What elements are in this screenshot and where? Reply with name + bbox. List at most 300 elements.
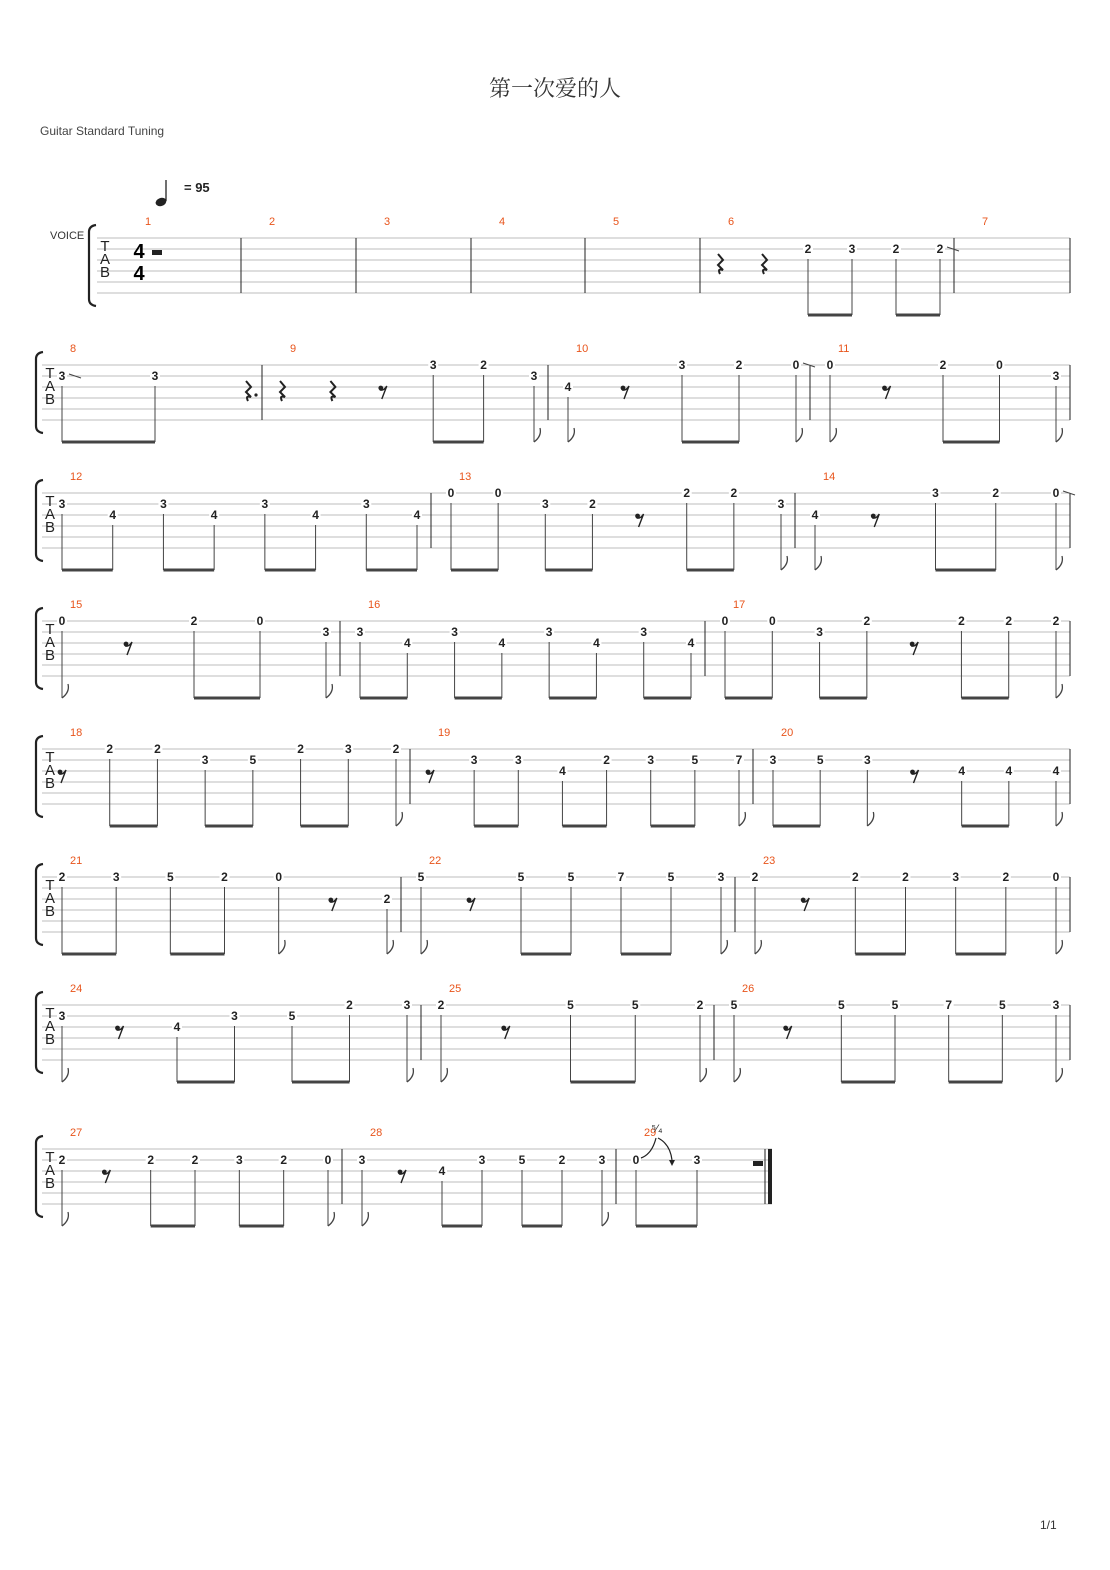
eighth-rest-icon [621,386,629,399]
eighth-rest-icon [124,642,132,655]
bar-number: 5 [613,216,620,228]
tab-note [847,242,857,315]
fret-number: 3 [322,625,330,639]
tab-clef-letter: A [44,1162,56,1179]
fret-number: 2 [58,1153,66,1167]
fret-number: 0 [58,614,66,628]
tab-note [493,486,503,570]
track-name: VOICE [50,230,85,242]
tab-note [150,369,160,442]
bar-number: 19 [438,727,451,739]
fret-number: 3 [769,753,777,767]
tab-note [311,508,321,570]
tab-clef-letter: B [44,647,56,664]
time-signature-bottom: 4 [133,263,145,285]
bar [384,216,471,293]
tab-note [957,764,967,826]
fret-number: 5 [567,870,575,884]
bar-number: 12 [70,471,83,483]
fret-number: 2 [683,486,691,500]
bar [280,343,548,442]
fret-number: 0 [447,486,455,500]
tab-note [591,636,601,698]
tab-note [825,358,835,442]
system-bracket [36,480,43,561]
tab-system [89,216,1070,315]
bar [57,983,421,1082]
tab-note [345,998,355,1082]
bar [729,983,1070,1082]
system-bracket [36,864,43,945]
fret-number: 5 [417,870,425,884]
tab-note [361,497,371,570]
eighth-rest-icon [102,1170,110,1183]
tab-note [720,614,730,698]
tab-note [357,1153,367,1226]
fret-number: 2 [939,358,947,372]
fret-number: 2 [383,892,391,906]
fret-number: 2 [863,614,871,628]
fret-number: 5 [631,998,639,1012]
tab-note [944,998,954,1082]
tab-note [639,625,649,698]
tab-note [995,358,1005,442]
note-flag [328,1212,334,1226]
note-flag [62,1068,68,1082]
tab-note [540,497,550,570]
fret-number: 2 [603,753,610,767]
note-flag [1056,1068,1062,1082]
fret-number: 0 [256,614,264,628]
tab-clef-letter: T [45,1005,55,1022]
fret-number: 0 [324,1153,332,1167]
bar-number: 18 [70,727,83,739]
bar [57,343,262,442]
tab-clef-letter: T [45,749,55,766]
tab-note [544,625,554,698]
eighth-rest-icon [882,386,890,399]
fret-number: 0 [996,358,1003,372]
fret-number: 3 [863,753,871,767]
tab-note [479,358,489,442]
tab-note [172,1020,182,1082]
bend-arrow-icon [669,1160,675,1166]
bar [631,1123,770,1226]
bar [145,216,241,293]
note-flag [830,428,836,442]
note-flag [796,428,802,442]
fret-number: 3 [640,625,648,639]
tab-note [938,358,948,442]
fret-number: 3 [470,753,478,767]
tab-clef-letter: B [44,1175,56,1192]
fret-number: 4 [811,508,819,522]
fret-number: 3 [598,1153,606,1167]
fret-number: 5 [730,998,738,1012]
tab-system [36,343,1070,442]
note-flag [739,812,745,826]
tab-note [255,614,265,698]
tab-clef-letter: T [45,493,55,510]
fret-number: 5 [567,998,574,1012]
eighth-rest-icon [910,642,918,655]
tab-note [209,508,219,570]
bar-number: 3 [384,216,391,228]
note-flag [1056,684,1062,698]
bar-number: 22 [429,855,442,867]
note-flag [396,812,402,826]
tab-system [36,983,1070,1082]
tab-note [692,1153,702,1226]
fret-number: 2 [730,486,738,500]
note-flag [407,1068,413,1082]
bar [499,216,585,293]
fret-number: 5 [691,753,699,767]
bar [563,343,815,442]
fret-number: 3 [112,870,120,884]
fret-number: 4 [413,508,421,522]
note-flag [1056,428,1062,442]
tab-note [296,742,306,826]
tab-note [616,870,626,954]
bar [720,599,1070,698]
fret-number: 4 [173,1020,181,1034]
fret-number: 0 [494,486,502,500]
bar-number: 1 [145,216,152,228]
fret-number: 3 [58,497,66,511]
fret-number: 3 [777,497,785,511]
system-bracket [36,352,43,433]
tab-note [234,1153,244,1226]
tab-clef-letter: T [45,877,55,894]
fret-number: 0 [632,1153,640,1167]
fret-number: 5 [249,753,257,767]
tab-note [1051,998,1061,1082]
note-flag [602,1212,608,1226]
note-flag [387,940,393,954]
tab-note [690,753,700,826]
fret-number: 2 [437,998,445,1012]
fret-number: 3 [1052,998,1060,1012]
fret-number: 3 [478,1153,486,1167]
tab-note [287,1009,297,1082]
note-flag [1056,940,1062,954]
tab-note [997,998,1007,1082]
fret-number: 3 [201,753,209,767]
tab-note [516,870,526,954]
fret-number: 3 [717,870,725,884]
tab-clef-letter: A [44,634,56,651]
fret-number: 5 [667,870,675,884]
fret-number: 4 [687,636,695,650]
fret-number: 3 [356,625,364,639]
fret-number: 2 [804,242,812,256]
tab-note [810,508,820,570]
tuning-label: Guitar Standard Tuning [40,124,165,138]
fret-number: 2 [346,998,353,1012]
page-number: 1/1 [1040,1518,1057,1532]
note-flag [721,940,727,954]
note-flag [734,1068,740,1082]
tab-note [111,870,121,954]
eighth-rest-icon [467,898,475,911]
tab-note [682,486,692,570]
tab-note [402,998,412,1082]
tab-clef-letter: B [99,264,111,281]
fret-number: 7 [945,998,953,1012]
fret-number: 4 [559,764,566,778]
tab-note [557,764,567,826]
eighth-rest-icon [378,386,386,399]
bar [57,1127,342,1226]
tab-note [274,870,284,954]
fret-number: 2 [958,614,965,628]
tab-note [557,1153,567,1226]
fret-number: 2 [190,614,198,628]
tab-clef-letter: B [44,1031,56,1048]
fret-number: 3 [932,486,939,500]
bend-amount: ⁵⁄₄ [651,1123,663,1135]
fret-number: 3 [58,369,66,383]
tab-note [279,1153,289,1226]
fret-number: 3 [58,1009,66,1023]
tab-note [729,998,739,1082]
tab-system [36,1123,772,1226]
fret-number: 3 [514,753,522,767]
score-title: 第一次爱的人 [488,77,621,102]
tab-clef-letter: B [44,391,56,408]
tab-note [677,358,687,442]
tab-note [891,242,901,315]
note-flag [867,812,873,826]
tab-note [750,870,760,954]
fret-number: 2 [851,870,859,884]
fret-number: 7 [617,870,625,884]
bar [269,216,356,293]
fret-number: 5 [837,998,845,1012]
tab-note [321,625,331,698]
note-flag [568,428,574,442]
tab-note [836,998,846,1082]
fret-number: 2 [696,998,704,1012]
tab-note [402,636,412,698]
bar [426,727,753,826]
tab-note [602,753,612,826]
tab-note [931,486,941,570]
bar-number: 28 [370,1127,383,1139]
fret-number: 3 [952,870,960,884]
note-flag [700,1068,706,1082]
system-bracket [36,608,43,689]
tab-note [630,998,640,1082]
fret-number: 5 [518,1153,526,1167]
fret-number: 3 [429,358,437,372]
tab-note [729,486,739,570]
fret-number: 2 [106,742,114,756]
tab-note [108,508,118,570]
fret-number: 4 [958,764,966,778]
tab-note [146,1153,156,1226]
tab-note [529,369,539,442]
tab-note [716,870,726,954]
tab-note [323,1153,333,1226]
fret-number: 3 [545,625,553,639]
eighth-rest-icon [501,1026,509,1039]
bar-number: 17 [733,599,746,611]
eighth-rest-icon [58,770,66,783]
eighth-rest-icon [635,514,643,527]
tab-note [436,998,446,1082]
tab-note [991,486,1001,570]
bar [57,471,431,570]
bar-number: 21 [70,855,83,867]
eighth-rest-icon [398,1170,406,1183]
bar [982,216,1070,293]
bar [436,983,714,1082]
tab-note [767,614,777,698]
tab-note [956,614,966,698]
fret-number: 3 [403,998,411,1012]
tab-note [57,369,81,442]
time-signature-top: 4 [133,241,145,263]
fret-number: 4 [1005,764,1013,778]
tab-note [416,870,426,954]
eighth-rest-icon [910,770,918,783]
fret-number: 0 [792,358,800,372]
tab-note [57,497,67,570]
tab-note [220,870,230,954]
tab-note [1001,870,1011,954]
fret-number: 0 [275,870,283,884]
tab-clef-letter: A [44,762,56,779]
system-bracket [89,225,96,306]
tab-note [566,870,576,954]
tab-note [450,625,460,698]
tab-note [803,242,813,315]
fret-number: 3 [261,497,269,511]
eighth-rest-icon [871,514,879,527]
bar-number: 23 [763,855,776,867]
note-flag [441,1068,447,1082]
note-flag [1056,556,1062,570]
tab-note [597,1153,607,1226]
tab-clef-letter: B [44,775,56,792]
fret-number: 5 [288,1009,296,1023]
tab-note [428,358,438,442]
bar [446,471,795,570]
fret-number: 5 [517,870,525,884]
fret-number: 5 [816,753,824,767]
tab-note [382,892,392,954]
tab-note [477,1153,487,1226]
tab-note [190,1153,200,1226]
tab-clef-letter: A [99,251,111,268]
tab-clef-letter: A [44,506,56,523]
note-flag [421,940,427,954]
tab-note [686,636,696,698]
fret-number: 4 [438,1164,446,1178]
fret-number: 3 [848,242,856,256]
bar-number: 4 [499,216,506,228]
fret-number: 3 [160,497,167,511]
tab-note [1051,486,1075,570]
tab-note [566,998,576,1082]
tab-note [890,998,900,1082]
tab-clef-letter: T [45,1149,55,1166]
eighth-rest-icon [115,1026,123,1039]
tab-note [355,625,365,698]
fret-number: 4 [109,508,117,522]
fret-number: 4 [210,508,218,522]
fret-number: 2 [892,242,900,256]
tab-note [57,614,67,698]
fret-number: 2 [147,1153,155,1167]
tab-system [36,727,1070,826]
tab-note [391,742,401,826]
note-flag [755,940,761,954]
fret-number: 2 [751,870,759,884]
tab-note [951,870,961,954]
fret-number: 3 [358,1153,366,1167]
tab-note [563,380,573,442]
eighth-rest-icon [783,1026,791,1039]
bar-number: 29 [644,1127,657,1139]
tab-clef-letter: B [44,519,56,536]
fret-number: 3 [1052,369,1060,383]
bar-number: 7 [982,216,989,228]
tab-note [412,508,422,570]
fret-number: 5 [891,998,899,1012]
fret-number: 3 [151,369,159,383]
tab-note [862,614,872,698]
fret-number: 2 [1002,870,1010,884]
fret-number: 3 [235,1153,243,1167]
tab-note [152,742,162,826]
fret-number: 2 [221,870,228,884]
fret-number: 2 [280,1153,288,1167]
bar-number: 11 [838,343,850,355]
tab-clef-letter: A [44,1018,56,1035]
fret-number: 0 [1052,486,1060,500]
tab-note [791,358,815,442]
note-flag [1056,812,1062,826]
tab-note [734,358,744,442]
half-rest-icon [753,1161,763,1166]
tab-note [517,1153,527,1226]
tab-note [57,1009,67,1082]
fret-number: 5 [166,870,174,884]
bar-number: 16 [368,599,381,611]
tab-note [850,870,860,954]
tab-clef-letter: T [45,365,55,382]
fret-number: 2 [297,742,304,756]
tab-note [815,625,825,698]
tab-note [646,753,656,826]
bar [357,1127,616,1226]
bar-number: 9 [290,343,297,355]
fret-number: 2 [58,870,66,884]
fret-number: 2 [735,358,743,372]
tab-clef-letter: A [44,890,56,907]
bar-number: 8 [70,343,77,355]
note-flag [62,684,68,698]
tab-note [1051,614,1061,698]
fret-number: 2 [1052,614,1060,628]
bar-number: 26 [742,983,755,995]
tab-clef-letter: T [45,621,55,638]
fret-number: 2 [1005,614,1013,628]
fret-number: 2 [392,742,400,756]
